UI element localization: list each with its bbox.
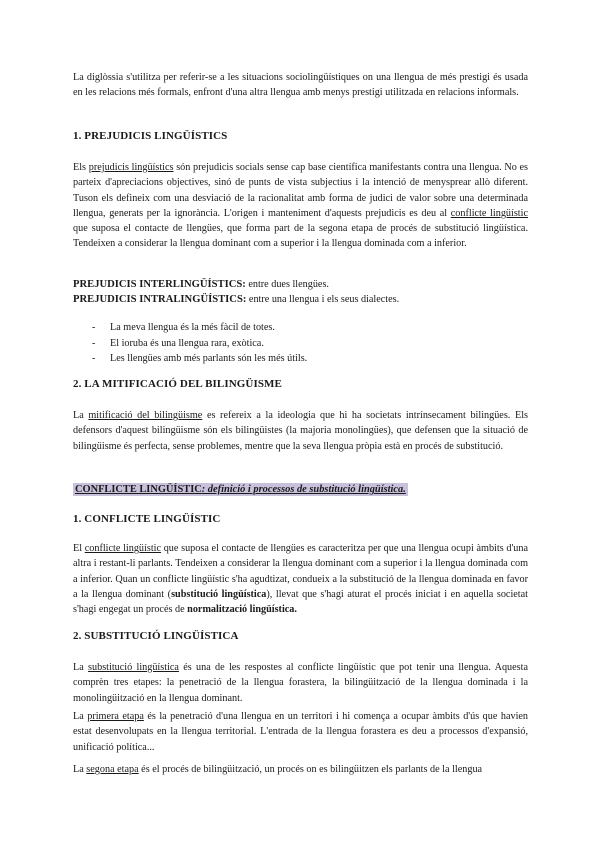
intro-paragraph: La diglòssia s'utilitza per referir-se a les situacions sociolingüístiques on una llengua de més prestigi és usada en les relacions més formals, enfront d'una altra llengua amb menys prestigi utilitzada en relacions informals.: [73, 72, 528, 99]
term-normalitzacio-bold: normalització lingüística.: [187, 604, 297, 616]
term-substitucio-bold: substitució lingüística: [171, 588, 267, 600]
term-mitificacio-bilinguisme: mitificació del bilingüisme: [88, 410, 203, 421]
dash-bullet-icon: -: [92, 337, 96, 349]
list-item: [92, 351, 522, 367]
dash-bullet-icon: -: [92, 322, 96, 333]
heading-conflicte: 1. CONFLICTE LINGÜÍSTIC: [73, 513, 221, 525]
text-segment: Els: [73, 162, 89, 173]
text-segment: La: [73, 764, 87, 775]
text-segment: que suposa el contacte de llengües, que forma part de la segona etapa de procés de substitució lingüística. Tendeixen a considerar la llengua dominant com a superior i la llengua dominada com a inferior.: [73, 223, 528, 250]
term-segona-etapa: segona etapa: [86, 764, 139, 775]
dash-bullet-icon: -: [92, 353, 96, 365]
text-segment: El: [73, 543, 85, 554]
topic-title-main: CONFLICTE LINGÜÍSTIC: [75, 484, 202, 495]
term-conflicte-linguistic: conflicte lingüístic: [450, 207, 528, 219]
prejudicis-paragraph: [73, 160, 528, 252]
term-substitucio-linguistica: substitució lingüística: [88, 662, 179, 673]
definition-interlinguistics: [73, 277, 528, 292]
definition-term: PREJUDICIS INTRALINGÜÍSTICS:: [73, 294, 247, 306]
term-primera-etapa: primera etapa: [87, 711, 144, 722]
text-segment: La: [73, 711, 88, 722]
heading-substitucio: 2. SUBSTITUCIÓ LINGÜÍSTICA: [73, 630, 239, 642]
heading-mitificacio: 2. LA MITIFICACIÓ DEL BILINGÜISME: [73, 378, 282, 390]
list-item: [92, 320, 522, 336]
list-item-text: Les llengües amb més parlants són les més útils.: [110, 353, 308, 365]
definition-intralinguistics: [73, 292, 528, 307]
heading-prejudicis: 1. PREJUDICIS LINGÜÍSTICS: [73, 130, 228, 142]
term-prejudicis-linguistics: prejudicis lingüístics: [88, 162, 174, 173]
text-segment: La: [73, 662, 89, 673]
text-segment: és la penetració d'una llengua en un territori i hi comença a ocupar àmbits d'ús que havien estat desenvolupats en la llengua territorial. L'entrada de la llengua forastera es deu a processos d'expansió, unificació política...: [73, 711, 529, 753]
definition-text: entre dues llengües.: [245, 279, 329, 290]
prejudicis-definitions: [73, 277, 528, 308]
text-segment: és el procés de bilingüització, un procés on es bilingüitzen els parlants de la llengua: [138, 764, 483, 775]
segona-etapa-paragraph: [73, 762, 528, 777]
list-item: [92, 336, 522, 352]
topic-title-highlight: [73, 483, 408, 496]
substitucio-paragraph: [73, 660, 528, 706]
conflicte-paragraph: [73, 541, 528, 617]
text-segment: es refereix a la ideologia que hi ha societats intrínsecament bilingües. Els defensors d'aquest bilingüisme són els bilingüistes (la majoria monolingües), que defensen que la situació de bilingüisme és perfecta, sense problemes, mentre que la seva llengua pròpia està en procés de substitució.: [73, 410, 528, 452]
definition-term: PREJUDICIS INTERLINGÜÍSTICS:: [73, 279, 246, 290]
text-segment: són prejudicis socials sense cap base científica manifestants contra una llengua. No es parteix d'apreciacions objectives, sinó de punts de vista subjectius i la intenció de menysprear allò diferent. Tuson els defineix com una desviació de la racionalitat amb forma de judici de valor sobre una determinada llengua, generats per la ignorància. L'origen i manteniment d'aquests prejudicis es deu al: [73, 162, 529, 219]
text-segment: ), llevat que s'hagi aturat el procés iniciat i en aquella societat s'hagi engegat un procés de: [73, 588, 528, 616]
primera-etapa-paragraph: [73, 709, 528, 755]
topic-title-rest: : definició i processos de substitució lingüística.: [201, 484, 406, 495]
prejudicis-examples-list: [92, 320, 522, 367]
term-conflicte-linguistic-2: conflicte lingüístic: [84, 543, 162, 554]
mitificacio-paragraph: [73, 408, 528, 454]
list-item-text: La meva llengua és la més fàcil de totes.: [110, 322, 275, 333]
definition-text: entre una llengua i els seus dialectes.: [246, 294, 400, 306]
text-segment: La: [73, 410, 89, 421]
text-segment: que suposa el contacte de llengües es caracteritza per que una llengua ocupi àmbits d'una altra i restant-li parlants. Tendeixen a considerar la llengua dominant com a superior i la llengua dominada com a inferior. Quan un conflicte lingüístic s'ha agudtizat, condueix a la substitució de la llengua dominada en favor a la llengua dominant (: [73, 543, 528, 600]
text-segment: és una de les respostes al conflicte lingüístic que pot tenir una llengua. Aquesta comprèn tres etapes: la penetració de la llengua forastera, la bilingüització de la llengua dominada i la monolingüització en la llengua dominant.: [73, 662, 528, 704]
list-item-text: El ioruba és una llengua rara, exòtica.: [110, 337, 264, 349]
